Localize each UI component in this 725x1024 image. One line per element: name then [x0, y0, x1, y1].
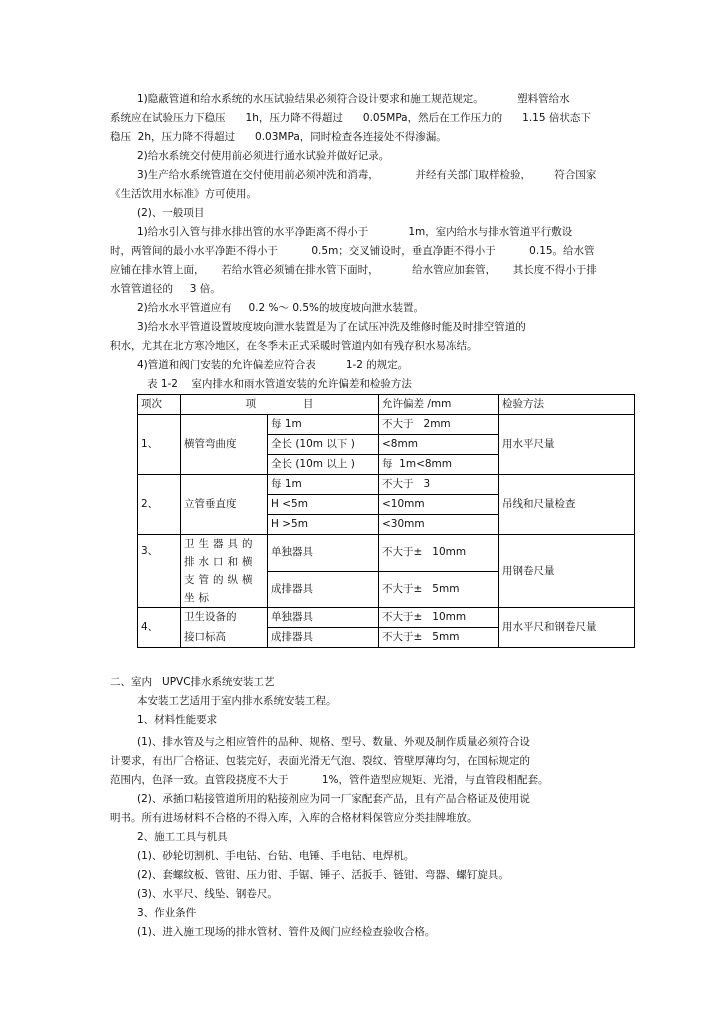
row-number: 2、 [138, 475, 181, 535]
subsection-title: 1、材料性能要求 [137, 714, 218, 726]
para-line: 范围内，色泽一致。直管段挠度不大于 1%，管件造型应规矩、光滑，与直管段相配套。 [110, 774, 549, 786]
para-line: 积水，尤其在北方寒冷地区，在冬季未正式采暖时管道内如有残存积水易冻结。 [110, 340, 478, 352]
header-cell: 项 目 [181, 395, 379, 415]
tolerance: <8mm [379, 435, 499, 455]
table-row [138, 535, 635, 572]
para-line: 4)管道和阀门安装的允许偏差应符合表 1-2 的规定。 [137, 359, 409, 371]
para-line: 系统应在试验压力下稳压 1h，压力降不得超过 0.05MPa，然后在工作压力的 1.15 倍状态下 [110, 112, 591, 124]
sub-item: H >5m [268, 515, 379, 535]
subsection-title: 3、作业条件 [137, 907, 197, 919]
para-line: 稳压 2h，压力降不得超过 0.03MPa，同时检查各连接处不得渗漏。 [110, 131, 447, 143]
para-line: 2)给水水平管道应有 0.2 %～ 0.5%的坡度坡向泄水装置。 [137, 302, 424, 314]
tolerance: 不大于± 10mm [379, 608, 499, 628]
sub-item: 单独器具 [268, 608, 379, 628]
sub-item: 成排器具 [268, 571, 379, 608]
para-line: 《生活饮用水标准》方可使用。 [110, 188, 257, 200]
para-line: (1)、进入施工现场的排水管材、管件及阀门应经检查验收合格。 [137, 926, 436, 938]
tolerance: 不大于 3 [379, 475, 499, 495]
row-number: 4、 [138, 608, 181, 648]
deviation-table [137, 394, 635, 648]
sub-item: 成排器具 [268, 628, 379, 648]
para-line: (1)、排水管及与之相应管件的品种、规格、型号、数量、外观及制作质量必须符合设 [137, 736, 530, 748]
para-line: (3)、水平尺、线坠、钢卷尺。 [137, 888, 278, 900]
sub-item: 每 1m [268, 475, 379, 495]
check-method: 吊线和尺量检查 [499, 475, 635, 535]
header-cell: 检验方法 [499, 395, 635, 415]
para-line: 应铺在排水管上面， 若给水管必须铺在排水管下面时， 给水管应加套管， 其长度不得小于排 [110, 264, 597, 276]
sub-item: 全长 (10m 以上 ) [268, 455, 379, 475]
para-line: 计要求，有出厂合格证、包装完好，表面光滑无气泡、裂纹、管壁厚薄均匀，在国标规定的 [110, 755, 530, 767]
tolerance: 每 1m<8mm [379, 455, 499, 475]
sub-item: H <5m [268, 495, 379, 515]
tolerance: 不大于 2mm [379, 415, 499, 435]
table-header-row [138, 395, 635, 415]
tolerance: 不大于± 10mm [379, 535, 499, 572]
item-name: 横管弯曲度 [181, 415, 268, 475]
item-name: 卫生器具的排水口和横支管的纵横坐标 [181, 535, 268, 608]
check-method: 用水平尺和钢卷尺量 [499, 608, 635, 648]
check-method: 用水平尺量 [499, 415, 635, 475]
para-line: 3)给水水平管道设置坡度坡向泄水装置是为了在试压冲洗及维修时能及时排空管道的 [137, 321, 526, 333]
section-title: 二、室内 UPVC排水系统安装工艺 [110, 676, 275, 688]
sub-item: 每 1m [268, 415, 379, 435]
item-name: 立管垂直度 [181, 475, 268, 535]
tolerance: 不大于± 5mm [379, 571, 499, 608]
header-cell: 项次 [138, 395, 181, 415]
table-row [138, 475, 635, 495]
para-line: 3)生产给水系统管道在交付使用前必须冲洗和消毒， 并经有关部门取样检验， 符合国家 [137, 169, 597, 181]
row-number: 1、 [138, 415, 181, 475]
sub-item: 全长 (10m 以下 ) [268, 435, 379, 455]
para-line: 1)隐蔽管道和给水系统的水压试验结果必须符合设计要求和施工规范规定。 塑料管给水 [137, 93, 570, 105]
para-line: (2)、一般项目 [137, 207, 205, 219]
para-line: 本安装工艺适用于室内排水系统安装工程。 [137, 695, 337, 707]
para-line: (1)、砂轮切割机、手电钻、台钻、电锤、手电钻、电焊机。 [137, 850, 415, 862]
row-number: 3、 [138, 535, 181, 608]
para-line: (2)、承插口粘接管道所用的粘接剂应为同一厂家配套产品，且有产品合格证及使用说 [137, 793, 530, 805]
para-line: 水管管道径的 3 倍。 [110, 283, 221, 295]
subsection-title: 2、施工工具与机具 [137, 831, 228, 843]
para-line: 明书。所有进场材料不合格的不得入库，入库的合格材料保管应分类挂牌堆放。 [110, 812, 478, 824]
item-name: 卫生设备的 [181, 608, 268, 628]
para-line: 2)给水系统交付使用前必须进行通水试验并做好记录。 [137, 150, 390, 162]
table-row [138, 415, 635, 435]
tolerance: 不大于± 5mm [379, 628, 499, 648]
para-line: 时，两管间的最小水平净距不得小于 0.5m；交叉铺设时，垂直净距不得小于 0.15。给水管 [110, 245, 595, 257]
item-name: 接口标高 [181, 628, 268, 648]
table-row [138, 608, 635, 628]
para-line: (2)、套螺纹板、管钳、压力钳、手锯、锤子、活扳手、链钳、弯器、螺钉旋具。 [137, 869, 509, 881]
tolerance: <10mm [379, 495, 499, 515]
tolerance: <30mm [379, 515, 499, 535]
para-line: 1)给水引入管与排水排出管的水平净距离不得小于 1m，室内给水与排水管道平行敷设 [137, 226, 573, 238]
sub-item: 单独器具 [268, 535, 379, 572]
check-method: 用钢卷尺量 [499, 535, 635, 608]
table-caption: 表 1-2 室内排水和雨水管道安装的允许偏差和检验方法 [147, 378, 412, 390]
header-cell: 允许偏差 /mm [379, 395, 499, 415]
